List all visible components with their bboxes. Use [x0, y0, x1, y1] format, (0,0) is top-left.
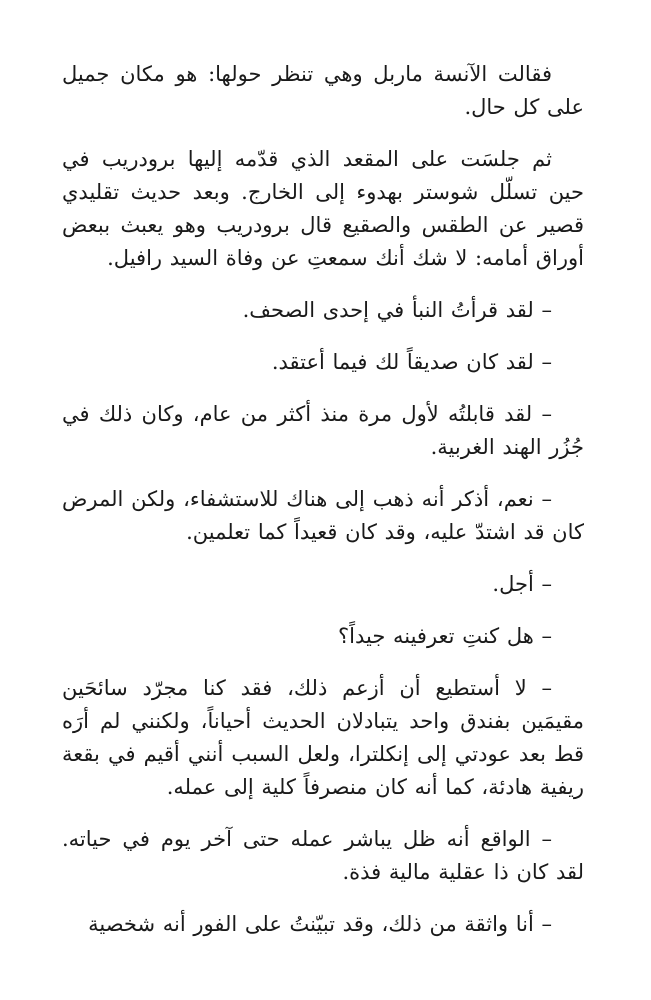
paragraph-1: فقالت الآنسة ماربل وهي تنظر حولها: هو مكان جميل على كل حال. [62, 62, 584, 119]
paragraph-10: – الواقع أنه ظل يباشر عمله حتى آخر يوم في حياته. لقد كان ذا عقلية مالية فذة. [62, 827, 584, 884]
paragraph-6: – نعم، أذكر أنه ذهب إلى هناك للاستشفاء، ولكن المرض كان قد اشتدّ عليه، وقد كان قعيداً كما تعلمين. [62, 487, 584, 544]
paragraph-5: – لقد قابلتُه لأول مرة منذ أكثر من عام، وكان ذلك في جُزُر الهند الغربية. [62, 402, 584, 459]
paragraph-3: – لقد قرأتُ النبأ في إحدى الصحف. [242, 298, 552, 322]
paragraph-11: – أنا واثقة من ذلك، وقد تبيّنتُ على الفور أنه شخصية [88, 912, 552, 936]
paragraph-8: – هل كنتِ تعرفينه جيداً؟ [338, 624, 552, 648]
paragraph-9: – لا أستطيع أن أزعم ذلك، فقد كنا مجرّد سائحَين مقيمَين بفندق واحد يتبادلان الحديث أحياناً، ولكنني لم أرَه قط بعد عودتي إلى إنكلترا، ولعل السبب أنني أقيم في بقعة ريفية هادئة، كما أنه كان منصرفاً كلية إلى عمله. [62, 676, 584, 799]
paragraph-7: – أجل. [492, 572, 552, 596]
paragraph-2: ثم جلسَت على المقعد الذي قدّمه إليها برودريب في حين تسلّل شوستر بهدوء إلى الخارج. وبعد حديث تقليدي قصير عن الطقس والصقيع قال برودريب وهو يعبث ببعض أوراق أمامه: لا شك أنك سمعتِ عن وفاة السيد رافيل. [62, 147, 584, 270]
paragraph-4: – لقد كان صديقاً لك فيما أعتقد. [271, 350, 552, 374]
